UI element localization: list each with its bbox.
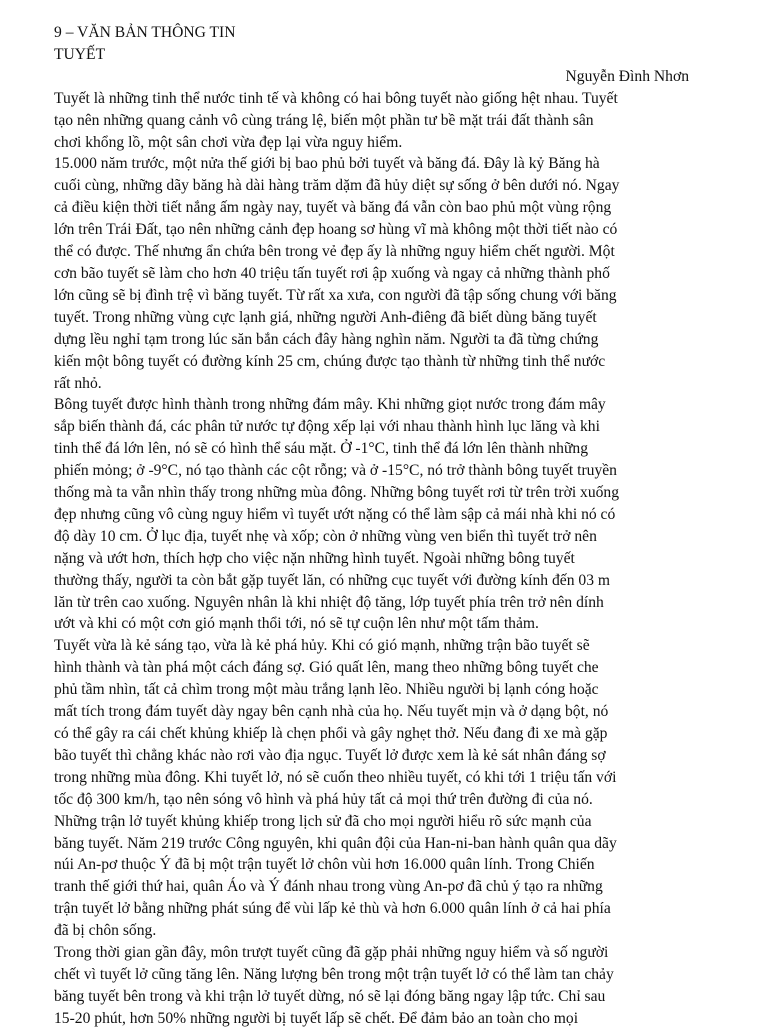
- text-line: hình thành và tàn phá một cách đáng sợ. Gió quất lên, mang theo những bông tuyết che: [54, 659, 599, 677]
- text-line: nặng và ướt hơn, thích hợp cho việc nặn những hình tuyết. Ngoài những bông tuyết: [54, 549, 575, 567]
- paragraph: [54, 88, 714, 154]
- text-line: dựng lều nghỉ tạm trong lúc săn bắn cách đây hàng nghìn năm. Người ta đã từng chứng: [54, 330, 599, 348]
- text-line: phiến mỏng; ở -9°C, nó tạo thành các cột rỗng; và ở -15°C, nó trở thành bông tuyết truyền: [54, 462, 617, 480]
- text-line: chết vì tuyết lở cũng tăng lên. Năng lượng bên trong một trận tuyết lở có thể làm tan chảy: [54, 965, 614, 983]
- text-line: lớn trên Trái Đất, tạo nên những cảnh đẹp hoang sơ hùng vĩ mà không một thời tiết nào có: [54, 221, 618, 239]
- text-line: lăn từ trên cao xuống. Nguyên nhân là khi nhiệt độ tăng, lớp tuyết phía trên trở nên dính: [54, 593, 604, 611]
- text-line: tạo nên những quang cảnh vô cùng tráng lệ, biến một phần tư bề mặt trái đất thành sân: [54, 111, 594, 129]
- text-line: thể có được. Thế nhưng ẩn chứa bên trong vẻ đẹp ấy là những nguy hiểm chết người. Một: [54, 243, 615, 261]
- text-line: mất tích trong đám tuyết dày ngay bên cạnh nhà của họ. Nếu tuyết mịn và ở dạng bột, nó: [54, 703, 609, 721]
- text-line: Bông tuyết được hình thành trong những đám mây. Khi những giọt nước trong đám mây: [54, 396, 606, 414]
- text-line: tranh thế giới thứ hai, quân Áo và Ý đánh nhau trong vùng An-pơ đã chủ ý tạo ra những: [54, 878, 603, 896]
- text-line: phủ tầm nhìn, tất cả chìm trong một màu trắng lạnh lẽo. Nhiều người bị lạnh cóng hoặc: [54, 681, 599, 699]
- section-title: 9 – VĂN BẢN THÔNG TIN: [54, 24, 236, 41]
- text-line: Tuyết vừa là kẻ sáng tạo, vừa là kẻ phá hủy. Khi có gió mạnh, những trận bão tuyết sẽ: [54, 637, 590, 655]
- text-line: đã bị chôn sống.: [54, 922, 157, 940]
- text-line: chơi khổng lồ, một sân chơi vừa đẹp lại vừa nguy hiểm.: [54, 133, 403, 151]
- text-line: tuyết. Trong những vùng cực lạnh giá, những người Anh-điêng đã biết dùng băng tuyết: [54, 308, 597, 326]
- text-line: thống mà ta vẫn nhìn thấy trong những mùa đông. Những bông tuyết rơi từ trên trời xuống: [54, 484, 620, 502]
- text-line: 15.000 năm trước, một nửa thế giới bị bao phủ bởi tuyết và băng đá. Đây là kỷ Băng hà: [54, 155, 600, 173]
- text-line: cuối cùng, những dãy băng hà dài hàng trăm dặm đã hủy diệt sự sống ở bên dưới nó. Ngay: [54, 177, 620, 195]
- text-line: tinh thể đá lớn lên, nó sẽ có hình thể sáu mặt. Ở -1°C, tinh thể đá lớn lên thành những: [54, 440, 588, 458]
- text-line: rất nhỏ.: [54, 374, 102, 392]
- text-line: sắp biến thành đá, các phân tử nước tự động xếp lại với nhau thành hình lục lăng và khi: [54, 418, 600, 436]
- page-title: TUYẾT: [54, 45, 106, 63]
- paragraph: [54, 635, 714, 942]
- author-name: Nguyễn Đình Nhơn: [565, 67, 689, 85]
- text-line: 15-20 phút, hơn 50% những người bị tuyết lấp sẽ chết. Để đảm bảo an toàn cho mọi: [54, 1009, 579, 1027]
- text-line: độ dày 10 cm. Ở lục địa, tuyết nhẹ và xốp; còn ở những vùng ven biển thì tuyết trở nên: [54, 527, 597, 545]
- text-line: đẹp nhưng cũng vô cùng nguy hiểm vì tuyết ướt nặng có thể làm sập cả mái nhà khi nó có: [54, 505, 616, 523]
- text-line: tốc độ 300 km/h, tạo nên sóng vô hình và phá hủy tất cả mọi thứ trên đường đi của nó.: [54, 790, 593, 808]
- text-line: Trong thời gian gần đây, môn trượt tuyết cũng đã gặp phải những nguy hiểm và số người: [54, 944, 609, 962]
- text-line: lớn cũng sẽ bị đình trệ vì băng tuyết. Từ rất xa xưa, con người đã tập sống chung với băng: [54, 286, 617, 304]
- text-line: thường thấy, người ta còn bắt gặp tuyết lăn, có những cục tuyết với đường kính đến 03 m: [54, 571, 611, 589]
- text-line: cả điều kiện thời tiết nắng ấm ngày nay, tuyết và băng đá vẫn còn bao phủ một vùng rộng: [54, 199, 612, 217]
- text-line: trong những mùa đông. Khi tuyết lở, nó sẽ cuốn theo nhiều tuyết, có khi tới 1 triệu tấn với: [54, 768, 617, 786]
- paragraph: [54, 942, 714, 1030]
- article-body: [54, 88, 714, 1030]
- text-line: trận tuyết lở bằng những phát súng để vùi lấp kẻ thù và hơn 6.000 quân lính ở cả hai phía: [54, 900, 611, 918]
- text-line: Những trận lở tuyết khủng khiếp trong lịch sử đã cho mọi người hiểu rõ sức mạnh của: [54, 812, 592, 830]
- text-line: bão tuyết thì chẳng khác nào rơi vào địa ngục. Tuyết lở được xem là kẻ sát nhân đáng sợ: [54, 746, 606, 764]
- text-line: băng tuyết. Năm 219 trước Công nguyên, khi quân đội của Han-ni-ban hành quân qua dãy: [54, 834, 617, 852]
- text-line: ướt và khi có một cơn gió mạnh thổi tới, nó sẽ tự cuộn lên như một tấm thảm.: [54, 615, 539, 633]
- text-line: băng tuyết bên trong và khi trận lở tuyết dừng, nó sẽ lại đóng băng ngay lập tức. Chỉ sau: [54, 987, 606, 1005]
- paragraph: [54, 153, 714, 394]
- text-line: cơn bão tuyết sẽ làm cho hơn 40 triệu tấn tuyết rơi ập xuống và ngay cả những thành phố: [54, 264, 610, 282]
- paragraph: [54, 394, 714, 635]
- text-line: núi An-pơ thuộc Ý đã bị một trận tuyết lở chôn vùi hơn 16.000 quân lính. Trong Chiến: [54, 856, 595, 874]
- text-line: kiến một bông tuyết có đường kính 25 cm, chúng được tạo thành từ những tinh thể nước: [54, 352, 606, 370]
- text-line: Tuyết là những tinh thể nước tinh tế và không có hai bông tuyết nào giống hệt nhau. Tuyết: [54, 89, 618, 107]
- text-line: có thể gây ra cái chết khủng khiếp là chẹn phổi và gây nghẹt thở. Nếu đang đi xe mà gặp: [54, 725, 608, 742]
